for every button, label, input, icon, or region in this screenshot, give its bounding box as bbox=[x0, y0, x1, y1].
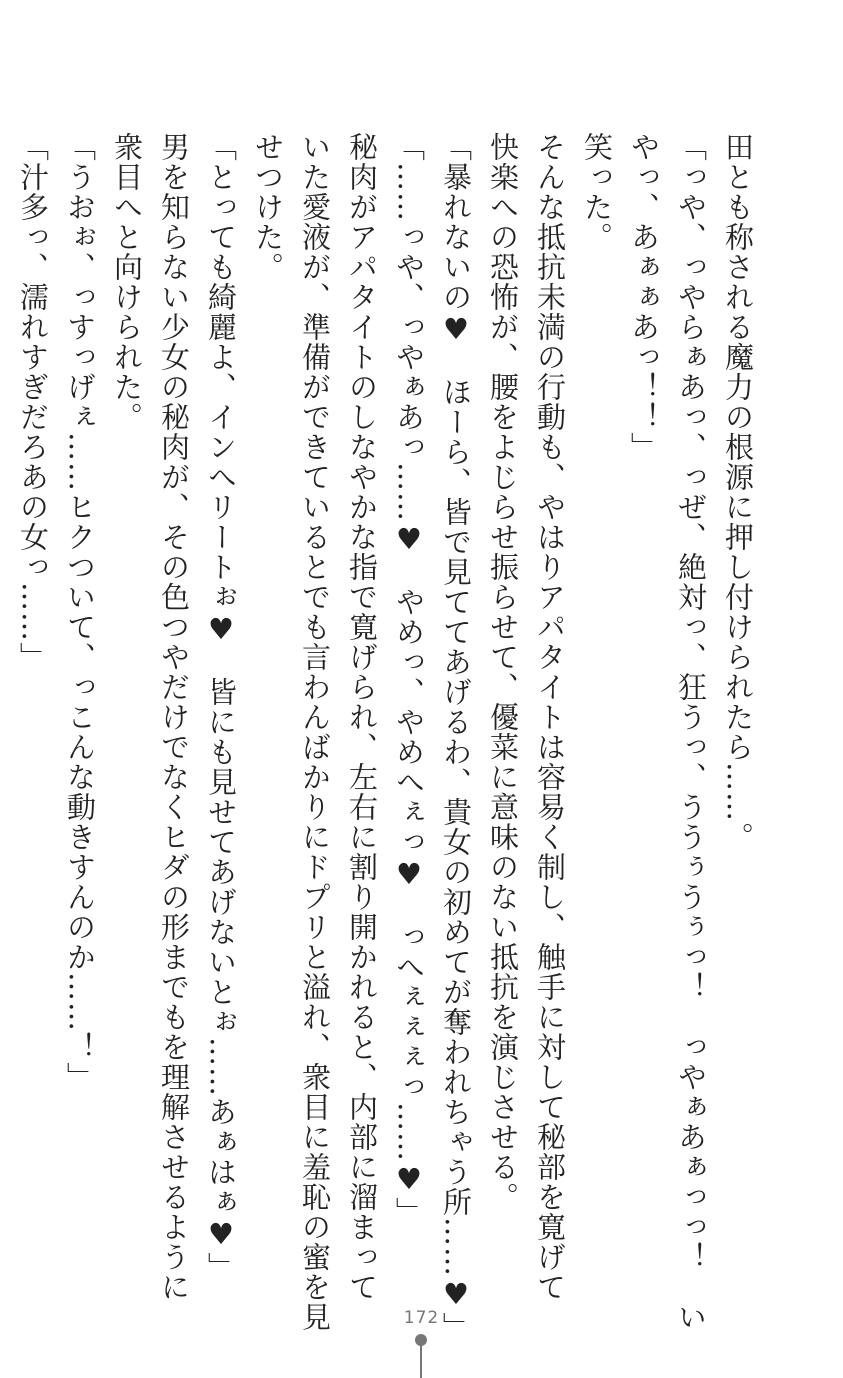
text-line: 田とも称される魔力の根源に押し付けられたら……。 bbox=[721, 132, 755, 852]
text-line: 笑った。 bbox=[580, 132, 614, 252]
text-line: 「とっても綺麗よ、インへリートぉ♥ 皆にも見せてあげないとぉ……あぁはぁ♥」 bbox=[204, 132, 238, 1282]
text-line: 快楽への恐怖が、腰をよじらせ振らせて、優菜に意味のない抵抗を演じさせる。 bbox=[486, 132, 520, 1212]
text-line: せつけた。 bbox=[251, 132, 285, 282]
text-line: 秘肉がアパタイトのしなやかな指で寛げられ、左右に割り開かれると、内部に溜まって bbox=[345, 132, 379, 1302]
text-line: 「汁多っ、濡れすぎだろあの女っ……」 bbox=[16, 132, 50, 672]
page-number: 172 bbox=[403, 1308, 440, 1328]
text-line: 男を知らない少女の秘肉が、その色つやだけでなくヒダの形までもを理解させるように bbox=[157, 132, 191, 1302]
text-line: 衆目へと向けられた。 bbox=[110, 132, 144, 432]
ornament-stem bbox=[420, 1345, 422, 1378]
text-line: 「っや、っやらぁあっ、っぜ、絶対っ、狂うっ、ううぅうぅっ！ っやぁあぁっっ！ い bbox=[674, 132, 708, 1332]
page-ornament-icon bbox=[415, 1334, 427, 1378]
text-line: そんな抵抗未満の行動も、やはりアパタイトは容易く制し、触手に対して秘部を寛げて bbox=[533, 132, 567, 1302]
text-line: 「……っや、っやぁあっ……♥ やめっ、やめへぇっ♥ っへぇぇぇっ……♥」 bbox=[392, 132, 426, 1227]
text-line: 「暴れないの♥ ほーら、皆で見ててあげるわ、貴女の初めてが奪われちゃう所……♥」 bbox=[439, 132, 473, 1342]
text-line: いた愛液が、準備ができているとでも言わんばかりにドプリと溢れ、衆目に羞恥の蜜を見 bbox=[298, 132, 332, 1332]
text-line: やっ、あぁぁあっ！！」 bbox=[627, 132, 661, 462]
text-line: 「うおぉ、っすっげぇ……ヒクついて、っこんな動きすんのか……！」 bbox=[63, 132, 97, 1092]
